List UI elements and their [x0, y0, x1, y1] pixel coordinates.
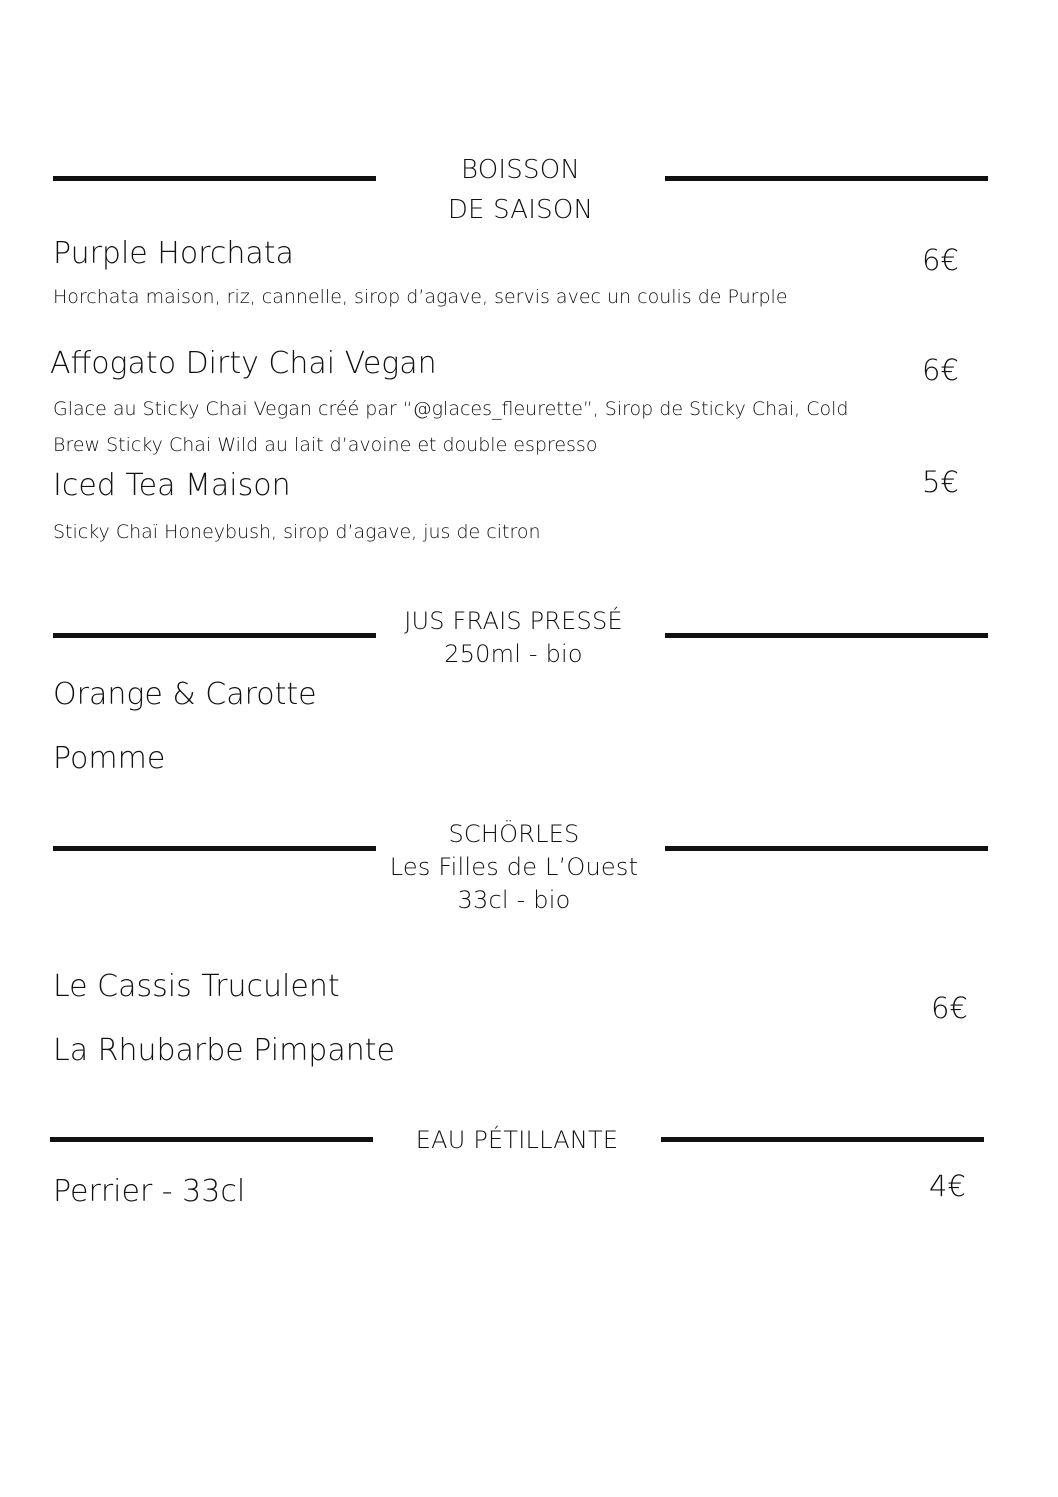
item-name: Iced Tea Maison [53, 468, 291, 503]
section-subtitle: 250ml - bio [444, 640, 583, 668]
divider-right [665, 846, 988, 851]
item-name: Le Cassis Truculent [53, 969, 340, 1004]
section-title-line: JUS FRAIS PRESSÉ [404, 607, 623, 635]
section-title-line: DE SAISON [447, 195, 594, 225]
item-description: Brew Sticky Chai Wild au lait d’avoine et double espresso [53, 434, 598, 456]
section-title [376, 150, 665, 230]
item-price: 4€ [929, 1169, 966, 1203]
item-name: Orange & Carotte [53, 677, 317, 712]
item-name: Purple Horchata [53, 236, 294, 271]
divider-left [50, 1137, 373, 1142]
divider-left [53, 846, 376, 851]
item-description: Horchata maison, riz, cannelle, sirop d’agave, servis avec un coulis de Purple [53, 286, 788, 308]
item-price: 6€ [922, 353, 959, 387]
section-subtitle: Les Filles de L’Ouest [389, 853, 639, 881]
section-title-line: SCHÖRLES [448, 820, 580, 848]
section-title [373, 1124, 661, 1157]
item-price: 5€ [922, 465, 959, 499]
item-price: 6€ [931, 991, 968, 1025]
divider-left [53, 176, 376, 181]
item-description: Glace au Sticky Chai Vegan créé par “@glaces_fleurette”, Sirop de Sticky Chai, Cold [53, 398, 849, 420]
divider-left [53, 633, 376, 638]
item-description: Sticky Chaï Honeybush, sirop d’agave, jus de citron [53, 521, 541, 543]
divider-right [661, 1137, 984, 1142]
divider-right [665, 633, 988, 638]
item-name: La Rhubarbe Pimpante [53, 1033, 395, 1068]
item-name: Perrier - 33cl [53, 1174, 246, 1209]
item-name: Affogato Dirty Chai Vegan [50, 346, 437, 381]
section-subtitle: 33cl - bio [457, 886, 571, 914]
section-title-line: EAU PÉTILLANTE [415, 1126, 619, 1154]
item-name: Pomme [53, 741, 166, 776]
item-price: 6€ [922, 243, 959, 277]
section-title [369, 605, 658, 671]
divider-right [665, 176, 988, 181]
section-title [364, 818, 664, 917]
section-title-line: BOISSON [460, 155, 581, 185]
